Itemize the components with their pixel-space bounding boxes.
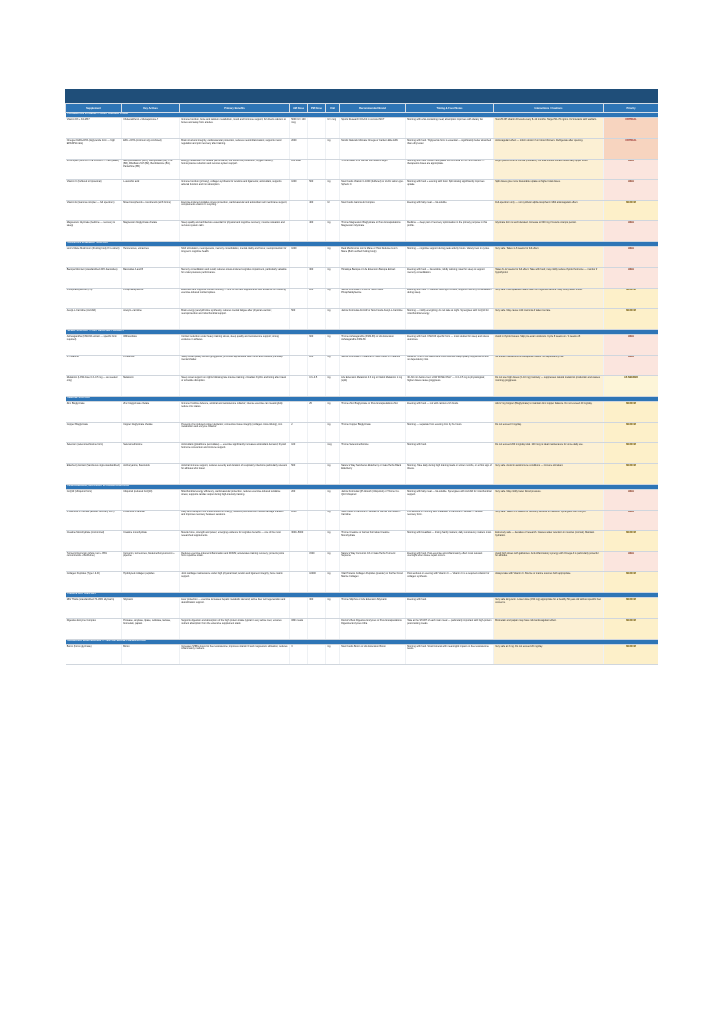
- title-bar: [65, 89, 658, 103]
- table-row[interactable]: [66, 644, 659, 665]
- supplement-name-cell[interactable]: CoQ10 (Ubiquinol form): [66, 489, 122, 510]
- supplement-name-cell[interactable]: Vitamin C (buffered or liposomal): [66, 180, 122, 201]
- priority-cell[interactable]: MEDIUM: [604, 572, 659, 593]
- brand-cell[interactable]: Thorne Selenomethionine: [340, 443, 406, 464]
- column-header[interactable]: Recommended Brand: [340, 104, 406, 113]
- pm-dose-cell[interactable]: [308, 159, 326, 180]
- primary-benefits-cell[interactable]: Prevents zinc-induced copper depletion; connective tissue integrity (collagen cross-linking), iron metabolism and enzyme cofactor.: [180, 422, 290, 443]
- brand-cell[interactable]: Jarrow Formulas QH-Absorb (Ubiquinol) or Thorne Co-Q10 Ubiquinol: [340, 489, 406, 510]
- table-row[interactable]: [66, 221, 659, 242]
- supplement-table: [65, 103, 658, 665]
- unit-cell[interactable]: mg: [326, 180, 340, 201]
- timing-notes-cell[interactable]: Evening with food.: [406, 598, 494, 619]
- interactions-cell[interactable]: No known interactions at therapeutic doses. No dependency risk.: [494, 355, 604, 376]
- priority-cell[interactable]: HIGH: [604, 335, 659, 356]
- key-actives-cell[interactable]: Magnesium bisglycinate chelate: [122, 221, 180, 242]
- unit-cell[interactable]: mg: [326, 309, 340, 330]
- timing-notes-cell[interactable]: Evening with food — reduces overnight cortisol; supports memory consolidation during sleep.: [406, 288, 494, 309]
- unit-cell[interactable]: mg: [326, 221, 340, 242]
- supplement-name-cell[interactable]: B-Complex (ALL ACTIVE FORMS — methylated): [66, 159, 122, 180]
- pm-dose-cell[interactable]: 10000: [308, 572, 326, 593]
- key-actives-cell[interactable]: Withanolides: [122, 335, 180, 356]
- pm-dose-cell[interactable]: [308, 118, 326, 139]
- interactions-cell[interactable]: Do not exceed 200 mcg/day total. 100 mcg is ideal maintenance for once-daily use.: [494, 443, 604, 464]
- pm-dose-cell[interactable]: 200: [308, 355, 326, 376]
- supplement-name-cell[interactable]: Lion's Mane Mushroom (Fruiting body 8:1 extract): [66, 247, 122, 268]
- am-dose-cell[interactable]: 2: [290, 422, 308, 443]
- supplement-name-cell[interactable]: Elderberry Extract (Sambucus nigra standardized): [66, 464, 122, 485]
- priority-cell[interactable]: HIGH: [604, 159, 659, 180]
- brand-cell[interactable]: Thorne Ashwagandha (KSM-66) or Life Extension Ashwagandha KSM-66: [340, 335, 406, 356]
- primary-benefits-cell[interactable]: Supports digestion and absorption of the high protein intake typical in very active men; ensures nutrient absorption from the extensive supplement stack.: [180, 618, 290, 639]
- table-row[interactable]: [66, 288, 659, 309]
- unit-cell[interactable]: mg: [326, 335, 340, 356]
- key-actives-cell[interactable]: Boron: [122, 644, 180, 665]
- timing-notes-cell[interactable]: Morning — cognitive support during peak activity hours. Variety best in cycles.: [406, 247, 494, 268]
- priority-cell[interactable]: MEDIUM: [604, 422, 659, 443]
- priority-cell[interactable]: HIGH: [604, 355, 659, 376]
- interactions-cell[interactable]: Bromelain and papain may have mild anticoagulant effect.: [494, 618, 604, 639]
- timing-notes-cell[interactable]: Morning with food. Active methylated forms critical for MTHFR carriers — therapeutic doses are appropriate.: [406, 159, 494, 180]
- interactions-cell[interactable]: Very safe. May mildly lower blood pressure.: [494, 489, 604, 510]
- priority-cell[interactable]: MEDIUM: [604, 464, 659, 485]
- pm-dose-cell[interactable]: [308, 422, 326, 443]
- am-dose-cell[interactable]: [290, 355, 308, 376]
- timing-notes-cell[interactable]: Morning with food.: [406, 443, 494, 464]
- key-actives-cell[interactable]: Ubiquinol (reduced CoQ10): [122, 489, 180, 510]
- am-dose-cell[interactable]: [290, 335, 308, 356]
- table-row[interactable]: [66, 159, 659, 180]
- key-actives-cell[interactable]: Anthocyanins, flavonoids: [122, 464, 180, 485]
- unit-cell[interactable]: mcg: [326, 443, 340, 464]
- supplement-name-cell[interactable]: Milk Thistle (standardized 70–80% silymarin): [66, 598, 122, 619]
- pm-dose-cell[interactable]: [308, 247, 326, 268]
- section-title: LIVER & GUT SUPPORT: [66, 592, 659, 597]
- pm-dose-cell[interactable]: 0.3–0.5: [308, 376, 326, 397]
- table-row[interactable]: [66, 138, 659, 159]
- unit-cell[interactable]: mg: [326, 572, 340, 593]
- key-actives-cell[interactable]: Phosphatidylserine: [122, 288, 180, 309]
- interactions-cell[interactable]: Do not exceed 3 mg/day.: [494, 422, 604, 443]
- brand-cell[interactable]: Now Foods L-Carnitine L-Tartrate or Jarrow Formulas L-Carnitine: [340, 510, 406, 531]
- pm-dose-cell[interactable]: 400: [308, 221, 326, 242]
- key-actives-cell[interactable]: Cholecalciferol + Menaquinone-7: [122, 118, 180, 139]
- table-row[interactable]: [66, 180, 659, 201]
- brand-cell[interactable]: Jarrow Formulas ALCAR or Now Foods Acetyl-L-Carnitine: [340, 309, 406, 330]
- pm-dose-cell[interactable]: [308, 138, 326, 159]
- supplement-name-cell[interactable]: L-Theanine: [66, 355, 122, 376]
- primary-benefits-cell[interactable]: Liver protection — exercise increases hepatic metabolic demand; active liver cell regeneration and detoxification support.: [180, 598, 290, 619]
- primary-benefits-cell[interactable]: Brain structural integrity, cardiovascular protection, reduces neuroinflammation; supports mood regulation and joint recovery after training.: [180, 138, 290, 159]
- pm-dose-cell[interactable]: [308, 443, 326, 464]
- timing-notes-cell[interactable]: Evening with food — fat-soluble; mildly calming; ideal for sleep to support memory consolidation.: [406, 267, 494, 288]
- timing-notes-cell[interactable]: Evening with food — not with calcium-rich foods.: [406, 402, 494, 423]
- timing-notes-cell[interactable]: Evening with food. Post-exercise anti-inflammatory effect most relevant overnight when tissue repair occurs.: [406, 551, 494, 572]
- am-dose-cell[interactable]: 2000: [290, 510, 308, 531]
- unit-cell[interactable]: mg: [326, 247, 340, 268]
- timing-notes-cell[interactable]: Pre-workout or morning with breakfast. L-Carnitine L-Tartrate — athletic recovery form.: [406, 510, 494, 531]
- primary-benefits-cell[interactable]: Executive and cognitive cortisol blunting — one of the best supplements with evidence for reducing exercise-induced cortisol spikes.: [180, 288, 290, 309]
- priority-cell[interactable]: HIGH: [604, 510, 659, 531]
- supplement-name-cell[interactable]: Copper Bisglycinate: [66, 422, 122, 443]
- brand-cell[interactable]: Himalaya Bacopa or Life Extension Bacopa Extract: [340, 267, 406, 288]
- section-title: HORMONAL MAINTENANCE — TESTOSTERONE PRESERVATION: [66, 639, 659, 644]
- pm-dose-cell[interactable]: [308, 464, 326, 485]
- table-row[interactable]: [66, 267, 659, 288]
- interactions-cell[interactable]: Always take with Vitamin C. Bovine or marine sources both appropriate.: [494, 572, 604, 593]
- priority-cell[interactable]: MEDIUM: [604, 531, 659, 552]
- table-row[interactable]: [66, 489, 659, 510]
- brand-cell[interactable]: Real Mushrooms Lion's Mane or Host Defense Lion's Mane (Both verified fruiting body): [340, 247, 406, 268]
- am-dose-cell[interactable]: 100: [290, 443, 308, 464]
- brand-cell[interactable]: Life Extension Melatonin 0.3 mg or Natrol Melatonin 1 mg (split): [340, 376, 406, 397]
- unit-cell[interactable]: mg: [326, 267, 340, 288]
- key-actives-cell[interactable]: Hydrolysed collagen peptides: [122, 572, 180, 593]
- section-title: PERFORMANCE, RECOVERY & CARDIOVASCULAR: [66, 484, 659, 489]
- supplement-spreadsheet: [65, 89, 658, 708]
- primary-benefits-cell[interactable]: Reduces exercise-induced inflammation and DOMS; accelerates training recovery; protects joints from repetitive strain.: [180, 551, 290, 572]
- pm-dose-cell[interactable]: [308, 309, 326, 330]
- priority-cell[interactable]: AS NEEDED: [604, 376, 659, 397]
- timing-notes-cell[interactable]: Morning with food. Triglyceride form is essential — significantly better absorbed than ethyl ester.: [406, 138, 494, 159]
- timing-notes-cell[interactable]: Bedtime — deep part of recovery optimisation in the primary purpose in this profile.: [406, 221, 494, 242]
- priority-cell[interactable]: HIGH: [604, 180, 659, 201]
- primary-benefits-cell[interactable]: Sleep onset quality without grogginess; promotes alpha-wave calm focus and reduces pre-sleep mental chatter.: [180, 355, 290, 376]
- am-dose-cell[interactable]: 3000–5000: [290, 531, 308, 552]
- key-actives-cell[interactable]: EPA + DHA (minimum 2g combined): [122, 138, 180, 159]
- am-dose-cell[interactable]: [290, 572, 308, 593]
- interactions-cell[interactable]: Very safe. Takes 4–8 weeks for full effect.: [494, 247, 604, 268]
- timing-notes-cell[interactable]: Morning with food. Small mineral with meaningful impact on free testosterone levels.: [406, 644, 494, 665]
- pm-dose-cell[interactable]: [308, 644, 326, 665]
- unit-cell[interactable]: mg: [326, 551, 340, 572]
- key-actives-cell[interactable]: Methylcobalamin (B12), Methylfolate (B9), P5P (B6), Riboflavin-5-P (B2), Benfotiamine (B1), Pantethine (B5): [122, 159, 180, 180]
- table-row[interactable]: [66, 376, 659, 397]
- table-row[interactable]: [66, 118, 659, 139]
- interactions-cell[interactable]: Very safe. FDA-qualified health claim for cognitive decline. May mildly affect mood.: [494, 288, 604, 309]
- interactions-cell[interactable]: Full-spectrum only — not synthetic alpha-tocopherol. Mild anticoagulant effect.: [494, 200, 604, 221]
- unit-cell[interactable]: [326, 159, 340, 180]
- table-row[interactable]: [66, 355, 659, 376]
- am-dose-cell[interactable]: [290, 598, 308, 619]
- primary-benefits-cell[interactable]: Energy metabolism for cellular performance, red blood cell production, oxygen delivery, homocysteine reduction and nervous system support.: [180, 159, 290, 180]
- key-actives-cell[interactable]: Bacosides A and B: [122, 267, 180, 288]
- brand-cell[interactable]: Nature's Way Sambucus Elderberry or Gaia Herbs Black Elderberry: [340, 464, 406, 485]
- priority-cell[interactable]: CRITICAL: [604, 138, 659, 159]
- table-row[interactable]: [66, 551, 659, 572]
- section-title: SLEEP SUPPORT — KEY RECOVERY PRIORITY: [66, 329, 659, 334]
- key-actives-cell[interactable]: Zinc bisglycinate chelate: [122, 402, 180, 423]
- key-actives-cell[interactable]: Protease, amylase, lipase, cellulase, lactase, bromelain, papain: [122, 618, 180, 639]
- priority-cell[interactable]: MEDIUM: [604, 402, 659, 423]
- unit-cell[interactable]: mg: [326, 288, 340, 309]
- am-dose-cell[interactable]: 5000 IU / 100 mcg: [290, 118, 308, 139]
- table-row[interactable]: [66, 309, 659, 330]
- unit-cell[interactable]: mg: [326, 510, 340, 531]
- supplement-name-cell[interactable]: Ashwagandha (KSM-66 extract — specific form required): [66, 335, 122, 356]
- unit-cell[interactable]: IU: [326, 200, 340, 221]
- am-dose-cell[interactable]: 1000: [290, 247, 308, 268]
- key-actives-cell[interactable]: L-theanine: [122, 355, 180, 376]
- priority-cell[interactable]: MEDIUM: [604, 288, 659, 309]
- table-row[interactable]: [66, 200, 659, 221]
- brand-cell[interactable]: Thorne Copper Bisglycinate: [340, 422, 406, 443]
- primary-benefits-cell[interactable]: Increases SHBG-bound to free testosterone; improves vitamin D and magnesium utilisation; reduces inflammatory markers.: [180, 644, 290, 665]
- priority-cell[interactable]: HIGH: [604, 551, 659, 572]
- key-actives-cell[interactable]: Melatonin: [122, 376, 180, 397]
- priority-cell[interactable]: HIGH: [604, 489, 659, 510]
- am-dose-cell[interactable]: [290, 200, 308, 221]
- supplement-name-cell[interactable]: Vitamin E (Gamma complex — full spectrum): [66, 200, 122, 221]
- supplement-name-cell[interactable]: Turmeric/Curcumin (whole root + 95% curcuminoids + BioPerine): [66, 551, 122, 572]
- table-row[interactable]: [66, 247, 659, 268]
- timing-notes-cell[interactable]: Morning with breakfast — timing hardly matters; daily consistency matters most.: [406, 531, 494, 552]
- timing-notes-cell[interactable]: Take at the START of each main meal — particularly important with high-protein post-training meals.: [406, 618, 494, 639]
- table-row[interactable]: [66, 598, 659, 619]
- timing-notes-cell[interactable]: Morning — separate from evening zinc by 8+ hours.: [406, 422, 494, 443]
- primary-benefits-cell[interactable]: Muscle force, strength and power; emerging evidence for cognitive benefits — one of the most researched supplements.: [180, 531, 290, 552]
- pm-dose-cell[interactable]: [308, 618, 326, 639]
- key-actives-cell[interactable]: Creatine monohydrate: [122, 531, 180, 552]
- interactions-cell[interactable]: Glycinate form is well tolerated. Increase to 600 mg if muscle cramps persist.: [494, 221, 604, 242]
- interactions-cell[interactable]: Very safe. Takes 3–4 weeks for recovery benefits to manifest. Synergistic with CoQ10.: [494, 510, 604, 531]
- supplement-name-cell[interactable]: Creatine Monohydrate (micronized): [66, 531, 122, 552]
- unit-cell[interactable]: mg: [326, 531, 340, 552]
- supplement-name-cell[interactable]: Acetyl-L-Carnitine (ALCAR): [66, 309, 122, 330]
- column-header[interactable]: Interactions / Cautions: [494, 104, 604, 113]
- priority-cell[interactable]: MEDIUM: [604, 200, 659, 221]
- pm-dose-cell[interactable]: 1500: [308, 551, 326, 572]
- unit-cell[interactable]: mg: [326, 376, 340, 397]
- header-row: [66, 104, 659, 113]
- column-header[interactable]: Key Actives: [122, 104, 180, 113]
- priority-cell[interactable]: CRITICAL: [604, 118, 659, 139]
- primary-benefits-cell[interactable]: Sleep quality and architecture essential for physical and cognitive recovery; muscle relaxation and nervous system calm.: [180, 221, 290, 242]
- brand-cell[interactable]: Thorne Creatine or Jarrow Formulas Creatine Monohydrate: [340, 531, 406, 552]
- pm-dose-cell[interactable]: 400: [308, 200, 326, 221]
- supplement-name-cell[interactable]: Boron (boron glycinate): [66, 644, 122, 665]
- unit-cell[interactable]: mg: [326, 464, 340, 485]
- am-dose-cell[interactable]: 500: [290, 464, 308, 485]
- unit-cell[interactable]: IU / mcg: [326, 118, 340, 139]
- timing-notes-cell[interactable]: Bedtime. One of the safest and most effective sleep-quality supplements with no dependency risk.: [406, 355, 494, 376]
- interactions-cell[interactable]: Add 2 mg Copper (Bisglycinate) to maintain zinc:copper balance. Do not exceed 40 mg/day.: [494, 402, 604, 423]
- key-actives-cell[interactable]: L-carnitine L-tartrate: [122, 510, 180, 531]
- primary-benefits-cell[interactable]: Immune function (primary), collagen synthesis for tendons and ligaments; antioxidant, supports adrenal function and iron absorption.: [180, 180, 290, 201]
- timing-notes-cell[interactable]: Evening with fatty meal — fat-soluble.: [406, 200, 494, 221]
- pm-dose-cell[interactable]: 300: [308, 267, 326, 288]
- brand-cell[interactable]: Thorne Basic B or Jarrow Formulas B-Right: [340, 159, 406, 180]
- pm-dose-cell[interactable]: 300: [308, 598, 326, 619]
- primary-benefits-cell[interactable]: Brain energy (acetylcholine synthesis), reduces mental fatigue after physical exertion; neuroprotection and mitochondrial support.: [180, 309, 290, 330]
- table-row[interactable]: [66, 572, 659, 593]
- timing-notes-cell[interactable]: Post-workout or evening with Vitamin C — Vitamin C is a required cofactor for collagen synthesis.: [406, 572, 494, 593]
- pm-dose-cell[interactable]: [308, 531, 326, 552]
- table-body: [66, 113, 659, 665]
- supplement-name-cell[interactable]: Phosphatidylserine (PS): [66, 288, 122, 309]
- am-dose-cell[interactable]: [290, 376, 308, 397]
- am-dose-cell[interactable]: 1000: [290, 180, 308, 201]
- key-actives-cell[interactable]: Selenomethionine: [122, 443, 180, 464]
- primary-benefits-cell[interactable]: Immune frontline defence, antiviral and testosterone cofactor; intense exercise can meaningfully reduce zinc status.: [180, 402, 290, 423]
- primary-benefits-cell[interactable]: Antioxidant (glutathione peroxidase) — exercise significantly increases antioxidant demand; thyroid hormone conversion and immune support.: [180, 443, 290, 464]
- interactions-cell[interactable]: Test 25-OH vitamin D levels every 8–12 months. Target 50–70 ng/mL. K2 interacts with warfarin.: [494, 118, 604, 139]
- supplement-name-cell[interactable]: Melatonin (LOW dose 0.3–0.5 mg — as needed only): [66, 376, 122, 397]
- interactions-cell[interactable]: Very safe long-term. Lower dose (150 mg) appropriate for a healthy 50-year-old without specific liver concerns.: [494, 598, 604, 619]
- primary-benefits-cell[interactable]: Immune function, bone and calcium metabolism, mood and hormone support; K2 directs calcium to bones and away from arteries.: [180, 118, 290, 139]
- interactions-cell[interactable]: Very safe at 3 mg. Do not exceed 20 mg/day.: [494, 644, 604, 665]
- priority-cell[interactable]: HIGH: [604, 267, 659, 288]
- pm-dose-cell[interactable]: [308, 489, 326, 510]
- interactions-cell[interactable]: Very safe. Avoid in autoimmune conditions — immune stimulant.: [494, 464, 604, 485]
- unit-cell[interactable]: mg: [326, 138, 340, 159]
- column-header[interactable]: Primary Benefits: [180, 104, 290, 113]
- timing-notes-cell[interactable]: Evening with food. KSM-66 specific form — most studied for sleep and stress outcomes.: [406, 335, 494, 356]
- column-header[interactable]: PM Dose: [308, 104, 326, 113]
- primary-benefits-cell[interactable]: Antiviral immune support, reduces severity and duration of respiratory infections particularly relevant for athletes who travel.: [180, 464, 290, 485]
- timing-notes-cell[interactable]: Morning. Take daily during high training loads or winter months, or at first sign of illness.: [406, 464, 494, 485]
- priority-cell[interactable]: MEDIUM: [604, 598, 659, 619]
- column-header[interactable]: Priority: [604, 104, 659, 113]
- pm-dose-cell[interactable]: 600: [308, 335, 326, 356]
- brand-cell[interactable]: Now Foods Vitamin C-1000 (buffered) or LivOn Labs Lypo-Spheric C: [340, 180, 406, 201]
- key-actives-cell[interactable]: Mixed tocopherols + tocotrienols (all 8 forms): [122, 200, 180, 221]
- primary-benefits-cell[interactable]: Mitochondrial energy efficiency, cardiovascular protection, reduces exercise-induced oxidative stress; supports cardiac output during high-intensity training.: [180, 489, 290, 510]
- primary-benefits-cell[interactable]: Joint cartilage maintenance under high physical load; tendon and ligament integrity; bone matrix support.: [180, 572, 290, 593]
- am-dose-cell[interactable]: 2000: [290, 138, 308, 159]
- am-dose-cell[interactable]: [290, 402, 308, 423]
- priority-cell[interactable]: MEDIUM: [604, 443, 659, 464]
- supplement-name-cell[interactable]: Selenium (selenomethionine form): [66, 443, 122, 464]
- pm-dose-cell[interactable]: 25: [308, 402, 326, 423]
- interactions-cell[interactable]: Avoid high doses with gallstones. Anti-inflammatory synergy with Omega-3 is particularly powerful for athletes.: [494, 551, 604, 572]
- priority-cell[interactable]: HIGH: [604, 221, 659, 242]
- key-actives-cell[interactable]: Copper bisglycinate chelate: [122, 422, 180, 443]
- priority-cell[interactable]: MEDIUM: [604, 309, 659, 330]
- interactions-cell[interactable]: Bright yellow urine is normal (riboflavin). B6 total should remain below daily upper limits.: [494, 159, 604, 180]
- column-header[interactable]: Timing & Food Notes: [406, 104, 494, 113]
- brand-cell[interactable]: Thorne Siliphos or Life Extension Silymarin: [340, 598, 406, 619]
- brand-cell[interactable]: Vital Proteins Collagen Peptides (powder) or Further Food Marine Collagen: [340, 572, 406, 593]
- table-row[interactable]: [66, 510, 659, 531]
- brand-cell[interactable]: Nordic Naturals Ultimate Omega or Carlson Elite EPA: [340, 138, 406, 159]
- supplement-name-cell[interactable]: Collagen Peptides (Type I & III): [66, 572, 122, 593]
- unit-cell[interactable]: mg: [326, 422, 340, 443]
- brand-cell[interactable]: Jarrow Formulas L-Theanine or Now Foods L-Theanine: [340, 355, 406, 376]
- supplement-name-cell[interactable]: Zinc Bisglycinate: [66, 402, 122, 423]
- table-row[interactable]: [66, 402, 659, 423]
- timing-notes-cell[interactable]: Morning with a fat-containing meal; absorption improves with dietary fat.: [406, 118, 494, 139]
- brand-cell[interactable]: Now Foods Gamma E Complex: [340, 200, 406, 221]
- interactions-cell[interactable]: Anticoagulant effect — inform doctor if on blood thinners. Refrigerate after opening.: [494, 138, 604, 159]
- key-actives-cell[interactable]: L-ascorbic acid: [122, 180, 180, 201]
- interactions-cell[interactable]: Extremely safe — decades of research. Causes water retention in muscles (normal). Maintain hydration.: [494, 531, 604, 552]
- am-dose-cell[interactable]: [290, 267, 308, 288]
- pm-dose-cell[interactable]: 200: [308, 288, 326, 309]
- brand-cell[interactable]: Nature's Way Curcumin C3 or Gaia Herbs Turmeric Supreme: [340, 551, 406, 572]
- section-title: COGNITIVE & MEMORY SUPPORT: [66, 241, 659, 246]
- am-dose-cell[interactable]: 200: [290, 489, 308, 510]
- supplement-name-cell[interactable]: Magnesium Glycinate (bedtime — recovery & sleep): [66, 221, 122, 242]
- unit-cell[interactable]: mg: [326, 598, 340, 619]
- unit-cell[interactable]: mg: [326, 355, 340, 376]
- priority-cell[interactable]: MEDIUM: [604, 644, 659, 665]
- unit-cell[interactable]: mg: [326, 489, 340, 510]
- am-dose-cell[interactable]: Full dose: [290, 159, 308, 180]
- section-title: FOUNDATION VITAMINS — DAILY ANCHOR STACK: [66, 113, 659, 118]
- unit-cell[interactable]: mg: [326, 402, 340, 423]
- primary-benefits-cell[interactable]: Memory consolidation and recall; reduces stress-induced cognitive impairment, particularly valuable for under-pressure performance.: [180, 267, 290, 288]
- column-header[interactable]: Supplement: [66, 104, 122, 113]
- interactions-cell[interactable]: Do not use high doses (3–10 mg) routinely — suppresses natural melatonin production and causes morning grogginess.: [494, 376, 604, 397]
- pm-dose-cell[interactable]: [308, 510, 326, 531]
- interactions-cell[interactable]: Split doses give more favourable uptake at higher total doses.: [494, 180, 604, 201]
- brand-cell[interactable]: Doctor's Best Digestive Enzymes or Pure Encapsulations Digestive Enzymes Ultra: [340, 618, 406, 639]
- am-dose-cell[interactable]: [290, 288, 308, 309]
- supplement-name-cell[interactable]: L-Carnitine L-Tartrate (athletic recovery form): [66, 510, 122, 531]
- priority-cell[interactable]: HIGH: [604, 247, 659, 268]
- am-dose-cell[interactable]: [290, 221, 308, 242]
- key-actives-cell[interactable]: Acetyl-L-carnitine: [122, 309, 180, 330]
- am-dose-cell[interactable]: 3: [290, 644, 308, 665]
- key-actives-cell[interactable]: Silymarin: [122, 598, 180, 619]
- primary-benefits-cell[interactable]: Sleep onset support on nights following late intense training; circadian rhythm anchoring after travel or schedule disruption.: [180, 376, 290, 397]
- timing-notes-cell[interactable]: Morning — mildly energizing; do not take at night. Synergises with CoQ10 for mitochondrial energy.: [406, 309, 494, 330]
- pm-dose-cell[interactable]: 500: [308, 180, 326, 201]
- primary-benefits-cell[interactable]: Exercise-induced oxidative stress protection, cardiovascular and antioxidant cell membrane support; complements vitamin C recycling.: [180, 200, 290, 221]
- brand-cell[interactable]: Now Foods Boron or Life Extension Boron: [340, 644, 406, 665]
- primary-benefits-cell[interactable]: NGF stimulation, neurogenesis, memory consolidation, mental clarity and focus; neuroprotection for long-term cognitive health.: [180, 247, 290, 268]
- timing-notes-cell[interactable]: Morning with food + evening with food. Split dosing significantly improves uptake.: [406, 180, 494, 201]
- table-row[interactable]: [66, 335, 659, 356]
- supplement-name-cell[interactable]: Omega-3 EPA+DHA (triglyceride form — high EPA/DHA ratio): [66, 138, 122, 159]
- table-row[interactable]: [66, 464, 659, 485]
- priority-cell[interactable]: MEDIUM: [604, 618, 659, 639]
- table-row[interactable]: [66, 422, 659, 443]
- unit-cell[interactable]: mg: [326, 644, 340, 665]
- supplement-name-cell[interactable]: Bacopa Monnieri (standardized 20% bacosides): [66, 267, 122, 288]
- primary-benefits-cell[interactable]: Fatty acid transport into mitochondria for energy; reduces post-exercise muscle damage markers and improves recovery between sessions.: [180, 510, 290, 531]
- table-row[interactable]: [66, 531, 659, 552]
- timing-notes-cell[interactable]: 30–60 min before bed. LOW DOSE ONLY — 0.3–0.5 mg is physiological; higher doses cause grogginess.: [406, 376, 494, 397]
- supplement-name-cell[interactable]: Vitamin D3 + K2-MK7: [66, 118, 122, 139]
- table-row[interactable]: [66, 618, 659, 639]
- timing-notes-cell[interactable]: Morning with fatty meal — fat-soluble. Synergises with ALCAR for mitochondrial support.: [406, 489, 494, 510]
- brand-cell[interactable]: Thorne Zinc Bisglycinate or Pure Encapsulations Zinc: [340, 402, 406, 423]
- am-dose-cell[interactable]: 500: [290, 309, 308, 330]
- primary-benefits-cell[interactable]: Cortisol reduction under heavy training stress, sleep quality and testosterone support; strong evidence in athletes.: [180, 335, 290, 356]
- key-actives-cell[interactable]: Hericenones, erinacines: [122, 247, 180, 268]
- brand-cell[interactable]: Sports Research D3+K2 in coconut MCT: [340, 118, 406, 139]
- table-row[interactable]: [66, 443, 659, 464]
- key-actives-cell[interactable]: Curcumin, turmerones, bisdemethoxycurcumin + piperine: [122, 551, 180, 572]
- interactions-cell[interactable]: Takes 8–12 weeks for full effect. Take with food; may mildly reduce thyroid hormone — monitor if hypothyroid.: [494, 267, 604, 288]
- section-title: IMMUNE SUPPORT: [66, 396, 659, 401]
- unit-cell[interactable]: [326, 618, 340, 639]
- am-dose-cell[interactable]: [290, 551, 308, 572]
- column-header[interactable]: Unit: [326, 104, 340, 113]
- column-header[interactable]: AM Dose: [290, 104, 308, 113]
- interactions-cell[interactable]: Very safe. May cause mild insomnia if taken too late.: [494, 309, 604, 330]
- brand-cell[interactable]: Thorne Magnesium Bisglycinate or Pure Encapsulations Magnesium Glycinate: [340, 221, 406, 242]
- am-dose-cell[interactable]: With meals: [290, 618, 308, 639]
- interactions-cell[interactable]: Avoid in thyroid issues. Skip pre-exam workouts. Cycle 8 weeks on / 4 weeks off.: [494, 335, 604, 356]
- brand-cell[interactable]: Jarrow Formulas PS-100 or Now Foods Phosphatidylserine: [340, 288, 406, 309]
- supplement-name-cell[interactable]: Digestive Enzyme Complex: [66, 618, 122, 639]
